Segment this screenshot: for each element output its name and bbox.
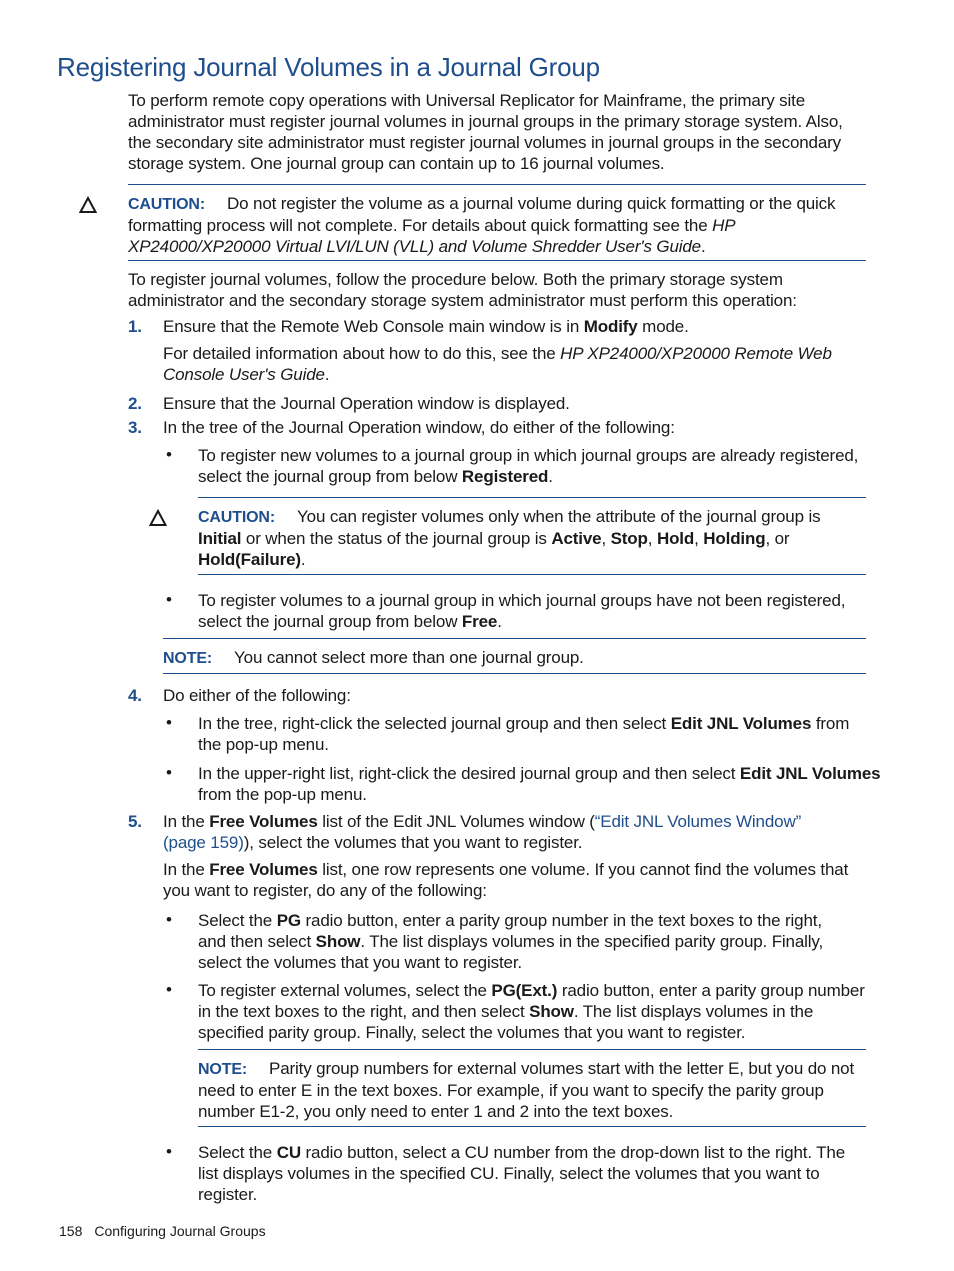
step-number: 4. (128, 686, 142, 705)
intro-line: storage system. One journal group can contain up to 16 journal volumes. (128, 154, 665, 173)
bullet-line: To register external volumes, select the (198, 981, 492, 1000)
caution-block (198, 506, 820, 570)
page-footer (59, 1223, 266, 1239)
ui-term: Modify (583, 317, 638, 336)
bullet-line: . The list displays volumes in the (573, 1002, 814, 1021)
bullet-line: select the volumes that you want to register. (198, 953, 522, 972)
step-text-part: ), select the volumes that you want to register. (243, 833, 583, 852)
step-text-part: In the (163, 860, 210, 879)
caution-top-rule (128, 184, 866, 185)
note-bottom-rule (198, 1126, 866, 1127)
bullet-item (198, 713, 849, 755)
bullet-line: To register volumes to a journal group in which journal groups have not been registered, (198, 591, 846, 610)
step-text: In the tree of the Journal Operation window, do either of the following: (163, 418, 675, 437)
footer-section-title: Configuring Journal Groups (94, 1223, 266, 1239)
note-text: You cannot select more than one journal group. (234, 648, 584, 667)
bullet-dot: • (166, 713, 172, 732)
ui-term: Active (551, 529, 602, 548)
step-number: 5. (128, 812, 142, 831)
step-text-part: list, one row represents one volume. If you cannot find the volumes that (317, 860, 849, 879)
bullet-line: register. (198, 1185, 258, 1204)
guide-reference: Console User's Guide (163, 365, 325, 384)
ui-term: CU (276, 1143, 301, 1162)
note-label: NOTE: (198, 1061, 248, 1078)
caution-top-rule (198, 497, 866, 498)
punctuation: , (694, 529, 704, 548)
caution-bottom-rule (198, 574, 866, 575)
ui-term: Show (529, 1002, 574, 1021)
bullet-line: In the upper-right list, right-click the desired journal group and then select (198, 764, 740, 783)
caution-triangle-icon (79, 196, 97, 214)
ui-term: Stop (610, 529, 648, 548)
punctuation: . (324, 365, 330, 384)
step-text (163, 811, 801, 853)
ui-term: Initial (198, 529, 242, 548)
caution-block (128, 193, 835, 257)
bullet-item (198, 910, 823, 973)
ui-term: Edit JNL Volumes (739, 764, 881, 783)
caution-label: CAUTION: (128, 196, 206, 213)
cross-reference-link[interactable]: “Edit JNL Volumes Window” (594, 812, 802, 831)
ui-term: Free Volumes (209, 812, 318, 831)
punctuation: . (700, 237, 706, 256)
page-number: 158 (59, 1223, 83, 1239)
punctuation: , (601, 529, 611, 548)
step-number: 2. (128, 394, 142, 413)
bullet-line: specified parity group. Finally, select the volumes that you want to register. (198, 1023, 746, 1042)
bullet-line: select the journal group from below (198, 612, 462, 631)
caution-text: Do not register the volume as a journal volume during quick formatting or the quick (227, 194, 836, 213)
intro-line: the secondary site administrator must register journal volumes in journal groups in the secondary (128, 133, 842, 152)
caution-text: formatting process will not complete. For details about quick formatting see the (128, 216, 713, 235)
ui-term: Show (315, 932, 361, 951)
note-text: need to enter E in the text boxes. For example, if you want to specify the parity group (198, 1081, 824, 1100)
note-bottom-rule (163, 673, 866, 674)
ui-term: Hold(Failure) (198, 550, 301, 569)
bullet-line: Select the (198, 1143, 277, 1162)
bullet-line: . The list displays volumes in the specified parity group. Finally, (360, 932, 824, 951)
ui-term: Hold (656, 529, 695, 548)
ui-term: PG (276, 911, 301, 930)
step-text: Ensure that the Journal Operation window is displayed. (163, 394, 570, 413)
bullet-item (198, 763, 880, 805)
page-reference-link[interactable]: (page 159) (163, 833, 244, 852)
step-text (163, 316, 689, 337)
procedure-line: administrator and the secondary storage system administrator must perform this operation: (128, 291, 797, 310)
guide-reference: HP (712, 216, 736, 235)
caution-text: , or (765, 529, 790, 548)
bullet-line: To register new volumes to a journal group in which journal groups are already registered, (198, 446, 859, 465)
bullet-item (198, 590, 845, 632)
note-top-rule (198, 1049, 866, 1050)
intro-line: administrator must register journal volumes in journal groups in the primary storage system. Also, (128, 112, 843, 131)
punctuation: . (300, 550, 306, 569)
bullet-dot: • (166, 763, 172, 782)
page-title: Registering Journal Volumes in a Journal Group (57, 52, 600, 82)
intro-paragraph (128, 90, 843, 174)
bullet-line: radio button, enter a parity group number (557, 981, 865, 1000)
ui-term: Free Volumes (209, 860, 318, 879)
note-block (198, 1058, 854, 1122)
note-top-rule (163, 638, 866, 639)
bullet-item (198, 1142, 845, 1205)
ui-term: Free (461, 612, 498, 631)
step-detail (163, 859, 848, 901)
bullet-dot: • (166, 980, 172, 999)
step-text-part: you want to register, do any of the following: (163, 881, 487, 900)
step-text-part: Ensure that the Remote Web Console main window is in (163, 317, 584, 336)
bullet-dot: • (166, 1142, 172, 1161)
procedure-intro (128, 269, 797, 311)
punctuation: . (497, 612, 502, 631)
procedure-line: To register journal volumes, follow the procedure below. Both the primary storage system (128, 270, 783, 289)
guide-reference: XP24000/XP20000 Virtual LVI/LUN (VLL) and Volume Shredder User's Guide (128, 237, 701, 256)
bullet-dot: • (166, 590, 172, 609)
caution-text: or when the status of the journal group is (241, 529, 552, 548)
bullet-line: list displays volumes in the specified CU. Finally, select the volumes that you want to (198, 1164, 820, 1183)
step-number: 3. (128, 418, 142, 437)
step-text-part: For detailed information about how to do this, see the (163, 344, 561, 363)
ui-term: Registered (461, 467, 549, 486)
bullet-line: the pop-up menu. (198, 735, 329, 754)
bullet-item (198, 445, 858, 487)
bullet-line: In the tree, right-click the selected journal group and then select (198, 714, 671, 733)
caution-label: CAUTION: (198, 509, 276, 526)
note-text: number E1-2, you only need to enter 1 and 2 into the text boxes. (198, 1102, 674, 1121)
bullet-line: from (811, 714, 850, 733)
caution-bottom-rule (128, 260, 866, 261)
note-text: Parity group numbers for external volumes start with the letter E, but you do not (269, 1059, 855, 1078)
bullet-item (198, 980, 865, 1043)
step-text-part: list of the Edit JNL Volumes window ( (317, 812, 595, 831)
caution-triangle-icon (149, 509, 167, 527)
note-block (163, 647, 584, 669)
bullet-line: in the text boxes to the right, and then select (198, 1002, 530, 1021)
bullet-line: radio button, enter a parity group number in the text boxes to the right, (300, 911, 822, 930)
intro-line: To perform remote copy operations with Universal Replicator for Mainframe, the primary site (128, 91, 806, 110)
ui-term: Holding (703, 529, 766, 548)
punctuation: , (647, 529, 657, 548)
bullet-dot: • (166, 910, 172, 929)
step-text: Do either of the following: (163, 686, 351, 705)
note-label: NOTE: (163, 650, 213, 667)
bullet-line: Select the (198, 911, 277, 930)
ui-term: PG(Ext.) (491, 981, 558, 1000)
punctuation: . (548, 467, 553, 486)
step-detail (163, 343, 832, 385)
guide-reference: HP XP24000/XP20000 Remote Web (560, 344, 832, 363)
step-text-part: mode. (637, 317, 689, 336)
ui-term: Edit JNL Volumes (670, 714, 812, 733)
bullet-line: radio button, select a CU number from the drop-down list to the right. The (300, 1143, 846, 1162)
bullet-line: from the pop-up menu. (198, 785, 367, 804)
bullet-line: and then select (198, 932, 316, 951)
step-text-part: In the (163, 812, 210, 831)
bullet-dot: • (166, 445, 172, 464)
step-number: 1. (128, 317, 142, 336)
bullet-line: select the journal group from below (198, 467, 462, 486)
caution-text: You can register volumes only when the attribute of the journal group is (297, 507, 821, 526)
